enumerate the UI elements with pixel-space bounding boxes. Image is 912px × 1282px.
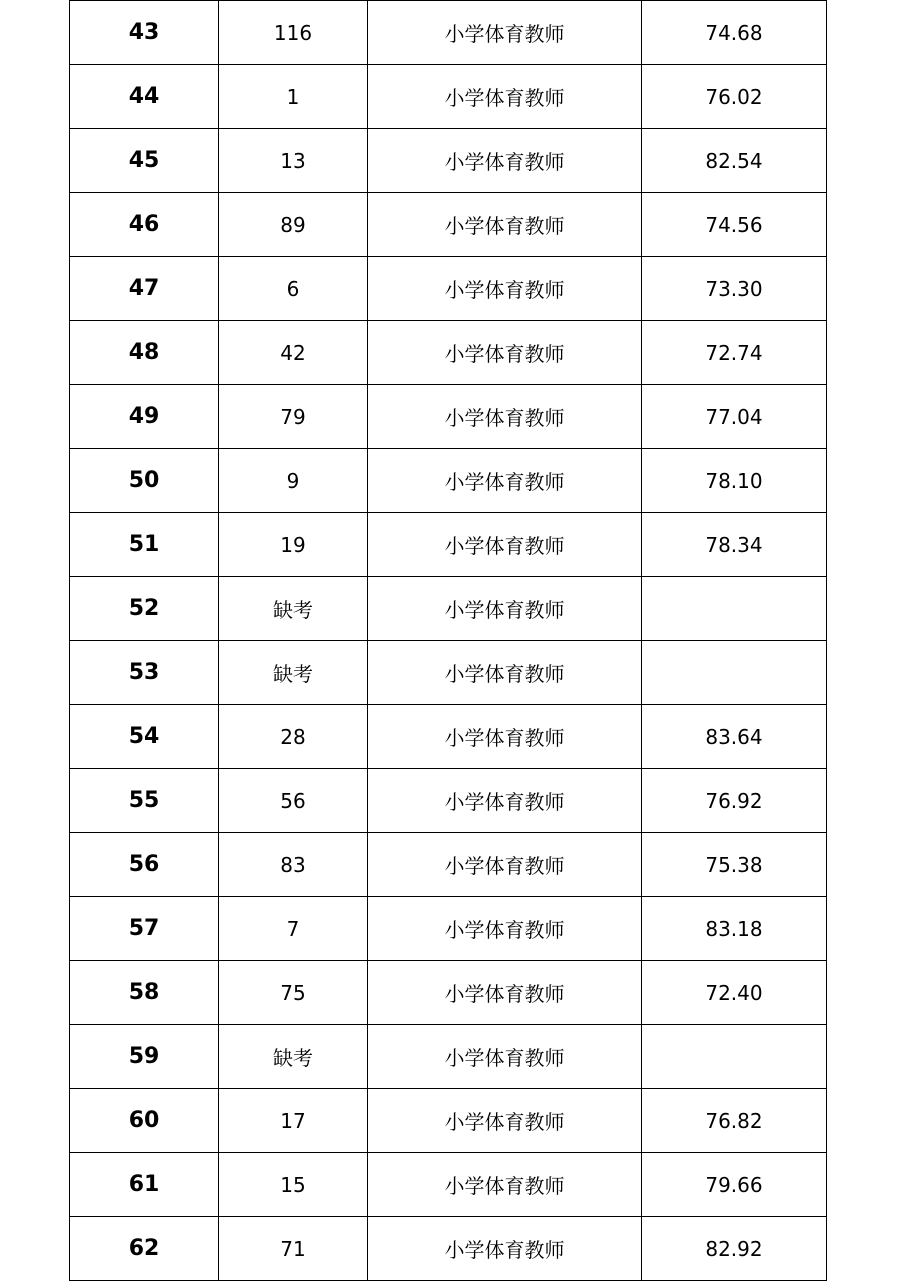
score-cell: 83.18 — [642, 897, 827, 961]
score-cell: 77.04 — [642, 385, 827, 449]
position-cell: 小学体育教师 — [368, 1, 642, 65]
table-row — [70, 1, 827, 65]
table-row — [70, 257, 827, 321]
score-cell: 74.56 — [642, 193, 827, 257]
seq-cell: 50 — [70, 449, 219, 513]
table-body — [70, 1, 827, 1281]
candidate-number-cell: 89 — [219, 193, 368, 257]
candidate-number-cell: 71 — [219, 1217, 368, 1281]
table-row — [70, 1153, 827, 1217]
seq-cell: 56 — [70, 833, 219, 897]
position-cell: 小学体育教师 — [368, 641, 642, 705]
seq-cell: 44 — [70, 65, 219, 129]
seq-cell: 45 — [70, 129, 219, 193]
position-cell: 小学体育教师 — [368, 1025, 642, 1089]
seq-cell: 47 — [70, 257, 219, 321]
position-cell: 小学体育教师 — [368, 257, 642, 321]
seq-cell: 49 — [70, 385, 219, 449]
seq-cell: 43 — [70, 1, 219, 65]
seq-cell: 52 — [70, 577, 219, 641]
table-row — [70, 961, 827, 1025]
table-row — [70, 321, 827, 385]
seq-cell: 62 — [70, 1217, 219, 1281]
candidate-number-cell: 56 — [219, 769, 368, 833]
table-row — [70, 769, 827, 833]
position-cell: 小学体育教师 — [368, 705, 642, 769]
seq-cell: 60 — [70, 1089, 219, 1153]
candidate-number-cell: 79 — [219, 385, 368, 449]
table-row — [70, 1025, 827, 1089]
table-row — [70, 385, 827, 449]
seq-cell: 51 — [70, 513, 219, 577]
position-cell: 小学体育教师 — [368, 1089, 642, 1153]
position-cell: 小学体育教师 — [368, 961, 642, 1025]
seq-cell: 55 — [70, 769, 219, 833]
table-row — [70, 705, 827, 769]
score-cell: 79.66 — [642, 1153, 827, 1217]
candidate-number-cell: 缺考 — [219, 641, 368, 705]
score-cell: 76.82 — [642, 1089, 827, 1153]
position-cell: 小学体育教师 — [368, 385, 642, 449]
score-cell — [642, 641, 827, 705]
score-cell: 78.34 — [642, 513, 827, 577]
seq-cell: 57 — [70, 897, 219, 961]
table-row — [70, 641, 827, 705]
score-cell: 75.38 — [642, 833, 827, 897]
candidate-number-cell: 15 — [219, 1153, 368, 1217]
position-cell: 小学体育教师 — [368, 129, 642, 193]
score-cell: 74.68 — [642, 1, 827, 65]
position-cell: 小学体育教师 — [368, 577, 642, 641]
position-cell: 小学体育教师 — [368, 897, 642, 961]
candidate-number-cell: 缺考 — [219, 1025, 368, 1089]
candidate-number-cell: 83 — [219, 833, 368, 897]
position-cell: 小学体育教师 — [368, 193, 642, 257]
candidate-number-cell: 42 — [219, 321, 368, 385]
position-cell: 小学体育教师 — [368, 833, 642, 897]
position-cell: 小学体育教师 — [368, 449, 642, 513]
table-row — [70, 1217, 827, 1281]
candidate-number-cell: 13 — [219, 129, 368, 193]
seq-cell: 54 — [70, 705, 219, 769]
candidate-number-cell: 1 — [219, 65, 368, 129]
position-cell: 小学体育教师 — [368, 1153, 642, 1217]
candidate-number-cell: 9 — [219, 449, 368, 513]
table-row — [70, 577, 827, 641]
score-cell: 82.92 — [642, 1217, 827, 1281]
score-cell: 78.10 — [642, 449, 827, 513]
candidate-number-cell: 7 — [219, 897, 368, 961]
score-cell: 72.40 — [642, 961, 827, 1025]
table-row — [70, 449, 827, 513]
seq-cell: 58 — [70, 961, 219, 1025]
seq-cell: 53 — [70, 641, 219, 705]
score-cell: 76.02 — [642, 65, 827, 129]
table-row — [70, 129, 827, 193]
candidate-number-cell: 19 — [219, 513, 368, 577]
table-row — [70, 513, 827, 577]
score-cell: 73.30 — [642, 257, 827, 321]
position-cell: 小学体育教师 — [368, 1217, 642, 1281]
score-cell: 83.64 — [642, 705, 827, 769]
candidate-number-cell: 17 — [219, 1089, 368, 1153]
table-row — [70, 65, 827, 129]
candidate-number-cell: 缺考 — [219, 577, 368, 641]
table-row — [70, 193, 827, 257]
seq-cell: 46 — [70, 193, 219, 257]
score-cell — [642, 577, 827, 641]
score-cell: 82.54 — [642, 129, 827, 193]
score-table — [69, 0, 827, 1281]
table-row — [70, 833, 827, 897]
candidate-number-cell: 75 — [219, 961, 368, 1025]
score-cell — [642, 1025, 827, 1089]
position-cell: 小学体育教师 — [368, 513, 642, 577]
table-row — [70, 897, 827, 961]
candidate-number-cell: 6 — [219, 257, 368, 321]
score-cell: 76.92 — [642, 769, 827, 833]
position-cell: 小学体育教师 — [368, 65, 642, 129]
seq-cell: 59 — [70, 1025, 219, 1089]
candidate-number-cell: 28 — [219, 705, 368, 769]
score-cell: 72.74 — [642, 321, 827, 385]
seq-cell: 48 — [70, 321, 219, 385]
table-row — [70, 1089, 827, 1153]
position-cell: 小学体育教师 — [368, 769, 642, 833]
seq-cell: 61 — [70, 1153, 219, 1217]
position-cell: 小学体育教师 — [368, 321, 642, 385]
candidate-number-cell: 116 — [219, 1, 368, 65]
